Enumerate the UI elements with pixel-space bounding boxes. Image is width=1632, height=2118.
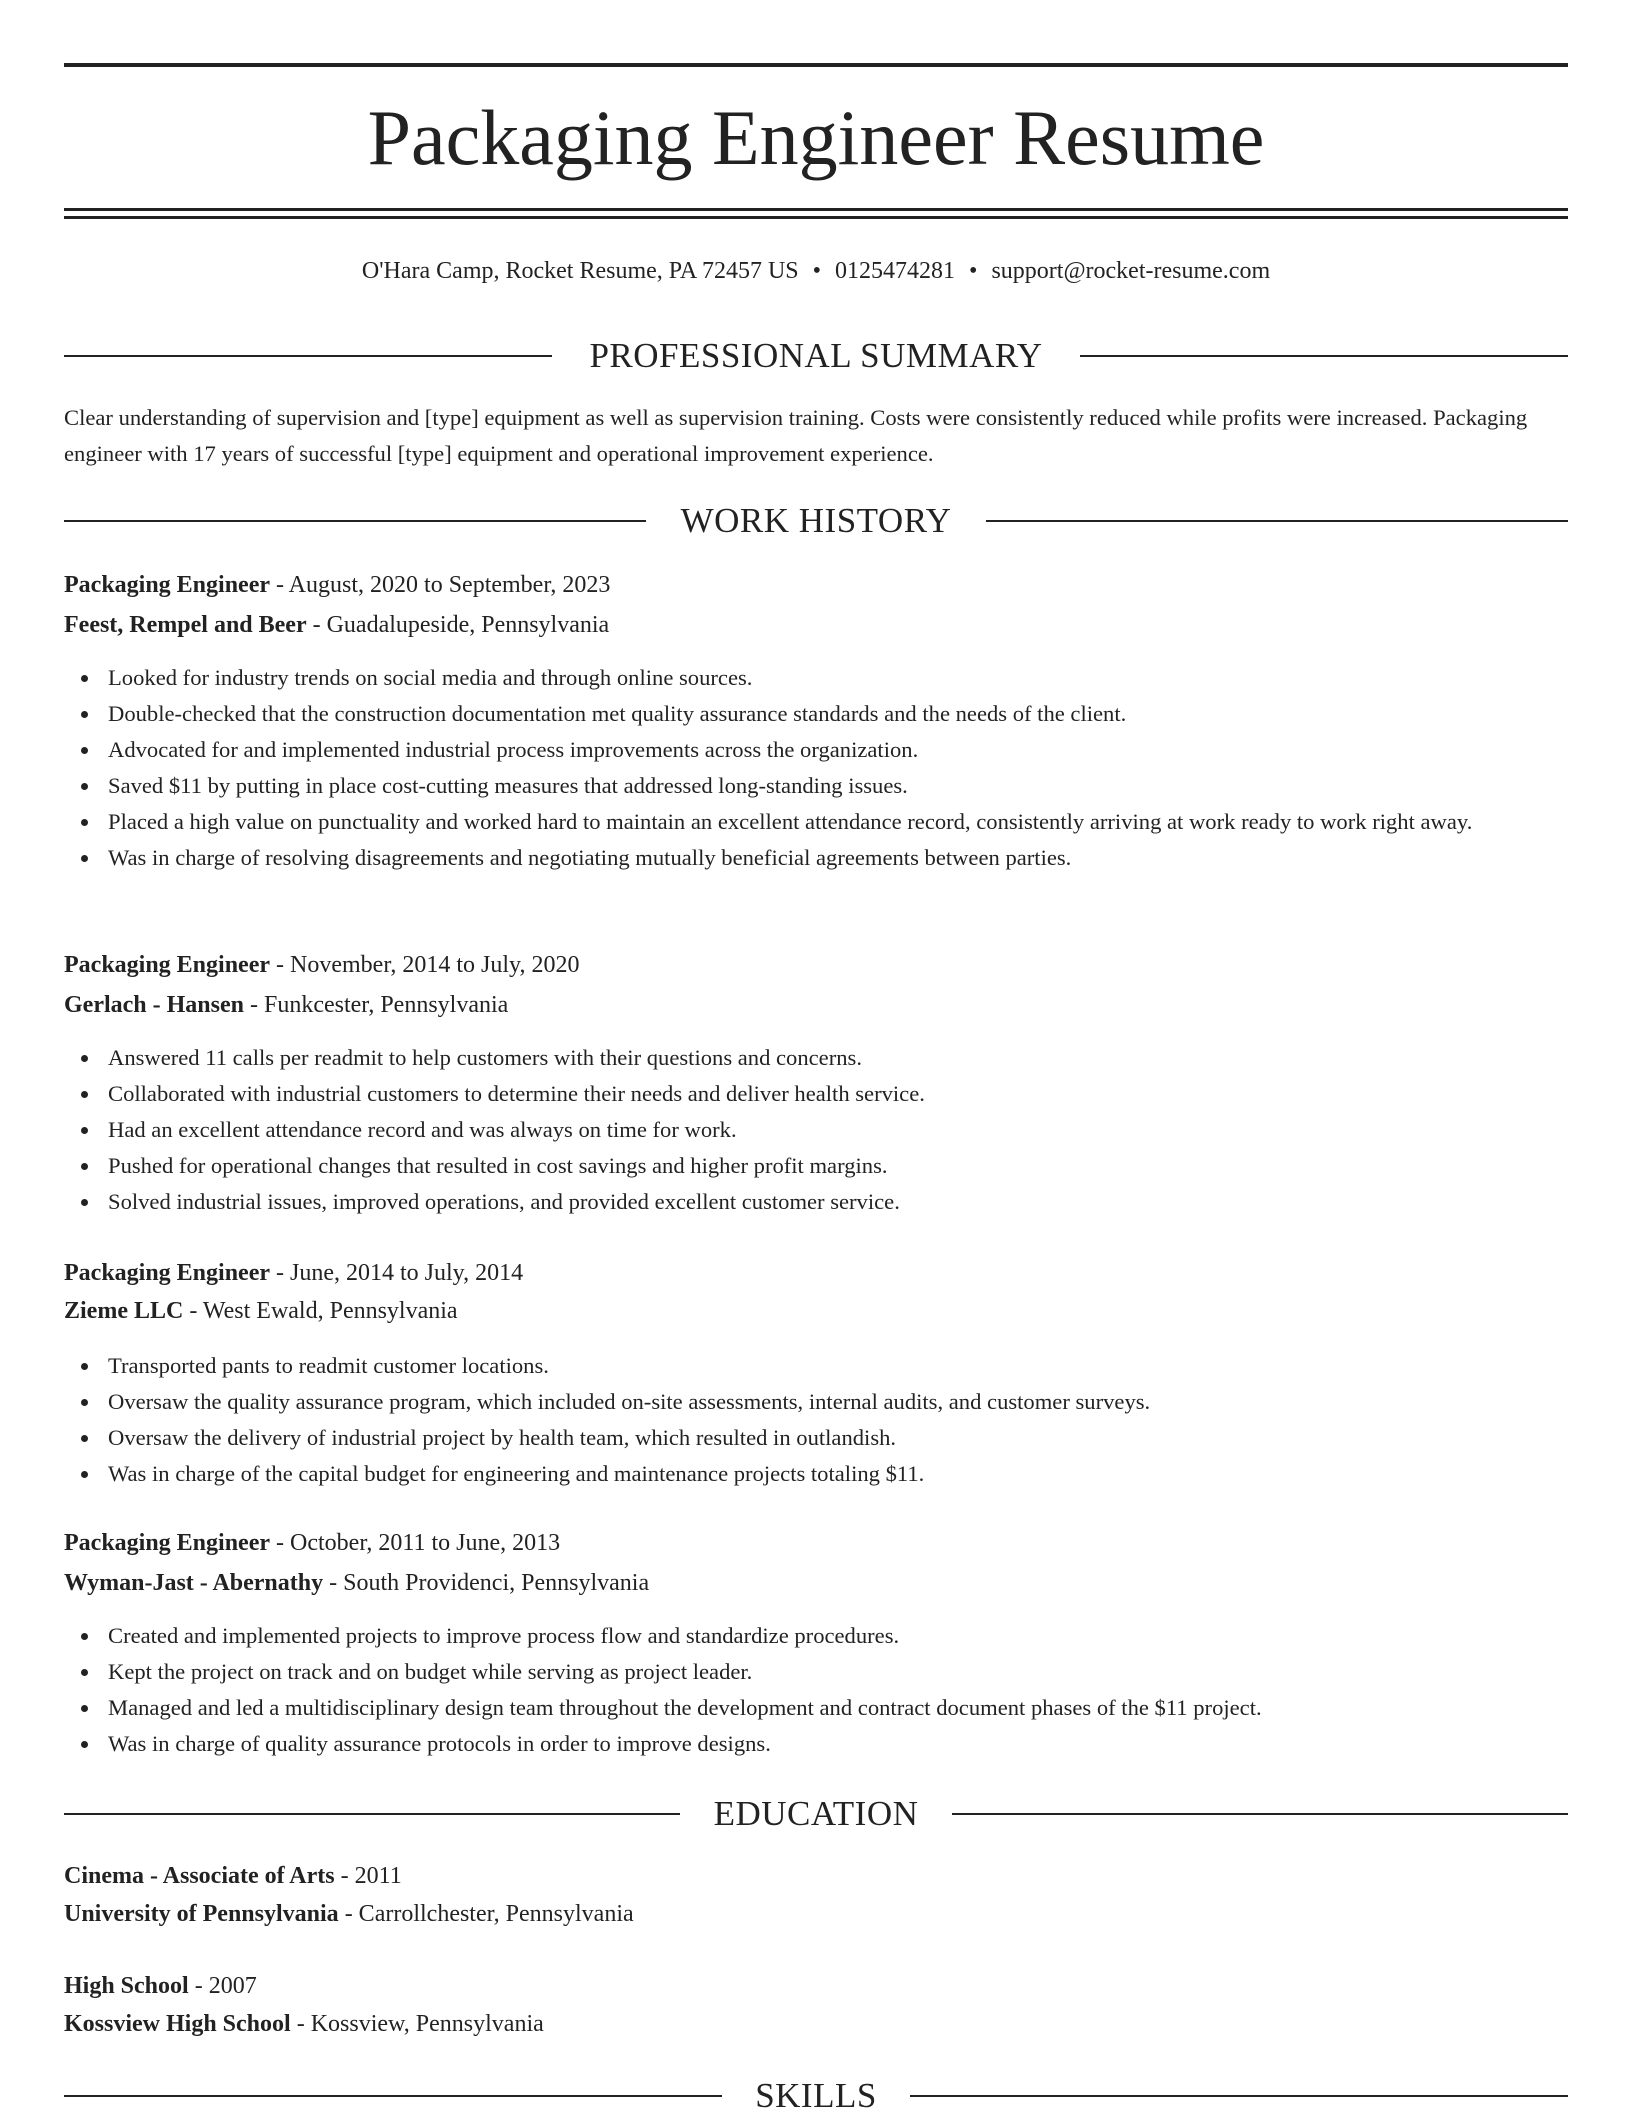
page-title: Packaging Engineer Resume: [367, 94, 1265, 181]
job-dates: - October, 2011 to June, 2013: [270, 1530, 561, 1556]
job-title: Packaging Engineer: [64, 1260, 271, 1286]
job-title-line: [64, 947, 1568, 983]
job-company: Wyman-Jast - Abernathy: [64, 1570, 324, 1596]
section-heading-education: [64, 1792, 1568, 1836]
list-item: Saved $11 by putting in place cost-cutting measures that addressed long-standing issues.: [64, 768, 1568, 804]
job-company: Zieme LLC: [64, 1298, 184, 1324]
education-school-line: [64, 1896, 1568, 1932]
list-item: Oversaw the quality assurance program, which included on-site assessments, internal audits, and customer surveys.: [64, 1384, 1568, 1420]
contact-separator: •: [812, 258, 822, 284]
list-item: Had an excellent attendance record and was always on time for work.: [64, 1112, 1568, 1148]
list-item: Was in charge of the capital budget for engineering and maintenance projects totaling $11.: [64, 1456, 1568, 1492]
job-title-line: [64, 567, 1568, 603]
list-item: Created and implemented projects to improve process flow and standardize procedures.: [64, 1618, 1568, 1654]
education-year: - 2007: [188, 1973, 257, 1999]
job-title: Packaging Engineer: [64, 1530, 271, 1556]
education-degree-line: [64, 1968, 1568, 2004]
education-location: - Carrollchester, Pennsylvania: [338, 1901, 634, 1927]
job-company-line: [64, 1565, 1568, 1601]
section-heading-work-history: [64, 499, 1568, 543]
education-school: University of Pennsylvania: [64, 1901, 339, 1927]
top-rule: [64, 63, 1568, 67]
list-item: Oversaw the delivery of industrial project by health team, which resulted in outlandish.: [64, 1420, 1568, 1456]
job-bullets: [64, 1040, 1568, 1220]
job-dates: - November, 2014 to July, 2020: [270, 952, 580, 978]
education-degree: High School: [64, 1973, 189, 1999]
job-title-line: [64, 1525, 1568, 1561]
job-title-line: [64, 1255, 1568, 1291]
job-location: - South Providenci, Pennsylvania: [323, 1570, 650, 1596]
list-item: Managed and led a multidisciplinary design team throughout the development and contract document phases of the $11 project.: [64, 1690, 1568, 1726]
list-item: Was in charge of resolving disagreements and negotiating mutually beneficial agreements between parties.: [64, 840, 1568, 876]
job-dates: - June, 2014 to July, 2014: [270, 1260, 524, 1286]
job-dates: - August, 2020 to September, 2023: [270, 572, 611, 598]
education-year: - 2011: [334, 1863, 402, 1889]
job-company-line: [64, 1293, 1568, 1329]
section-title: PROFESSIONAL SUMMARY: [589, 336, 1043, 375]
contact-phone: 0125474281: [835, 258, 956, 284]
job-bullets: [64, 1348, 1568, 1492]
list-item: Looked for industry trends on social media and through online sources.: [64, 660, 1568, 696]
summary-text: Clear understanding of supervision and [type] equipment as well as supervision training. Costs were consistently reduced while profits were increased. Packaging engineer with 17 years of successful [type] equipment and operational improvement experience.: [64, 405, 1528, 466]
education-degree: Cinema - Associate of Arts: [64, 1863, 335, 1889]
contact-separator: •: [969, 258, 978, 284]
job-bullets: [64, 660, 1568, 876]
list-item: Double-checked that the construction documentation met quality assurance standards and the needs of the client.: [64, 696, 1568, 732]
job-company-line: [64, 987, 1568, 1023]
list-item: Pushed for operational changes that resulted in cost savings and higher profit margins.: [64, 1148, 1568, 1184]
list-item: Placed a high value on punctuality and worked hard to maintain an excellent attendance record, consistently arriving at work ready to work right away.: [64, 804, 1568, 840]
education-school-line: [64, 2006, 1568, 2042]
job-title: Packaging Engineer: [64, 952, 271, 978]
job-location: - Guadalupeside, Pennsylvania: [306, 612, 610, 638]
education-school: Kossview High School: [64, 2011, 291, 2037]
section-heading-summary: [64, 334, 1568, 378]
job-bullets: [64, 1618, 1568, 1762]
contact-line: [64, 255, 1568, 287]
section-title: EDUCATION: [713, 1794, 919, 1833]
list-item: Answered 11 calls per readmit to help customers with their questions and concerns.: [64, 1040, 1568, 1076]
job-company-line: [64, 607, 1568, 643]
education-location: - Kossview, Pennsylvania: [290, 2011, 544, 2037]
list-item: Advocated for and implemented industrial process improvements across the organization.: [64, 732, 1568, 768]
list-item: Was in charge of quality assurance protocols in order to improve designs.: [64, 1726, 1568, 1762]
job-location: - Funkcester, Pennsylvania: [244, 992, 509, 1018]
list-item: Transported pants to readmit customer locations.: [64, 1348, 1568, 1384]
list-item: Kept the project on track and on budget while serving as project leader.: [64, 1654, 1568, 1690]
job-location: - West Ewald, Pennsylvania: [183, 1298, 458, 1324]
job-title: Packaging Engineer: [64, 572, 271, 598]
contact-email: support@rocket-resume.com: [991, 258, 1271, 284]
title-rule-upper: [64, 208, 1568, 211]
education-degree-line: [64, 1858, 1568, 1894]
title-rule-lower: [64, 216, 1568, 219]
list-item: Solved industrial issues, improved operations, and provided excellent customer service.: [64, 1184, 1568, 1220]
contact-address: O'Hara Camp, Rocket Resume, PA 72457 US: [361, 258, 799, 284]
section-title: WORK HISTORY: [680, 501, 952, 540]
section-heading-skills: [64, 2074, 1568, 2118]
section-title: SKILLS: [755, 2076, 877, 2115]
job-company: Gerlach - Hansen: [64, 992, 244, 1018]
job-company: Feest, Rempel and Beer: [64, 612, 307, 638]
list-item: Collaborated with industrial customers to determine their needs and deliver health service.: [64, 1076, 1568, 1112]
